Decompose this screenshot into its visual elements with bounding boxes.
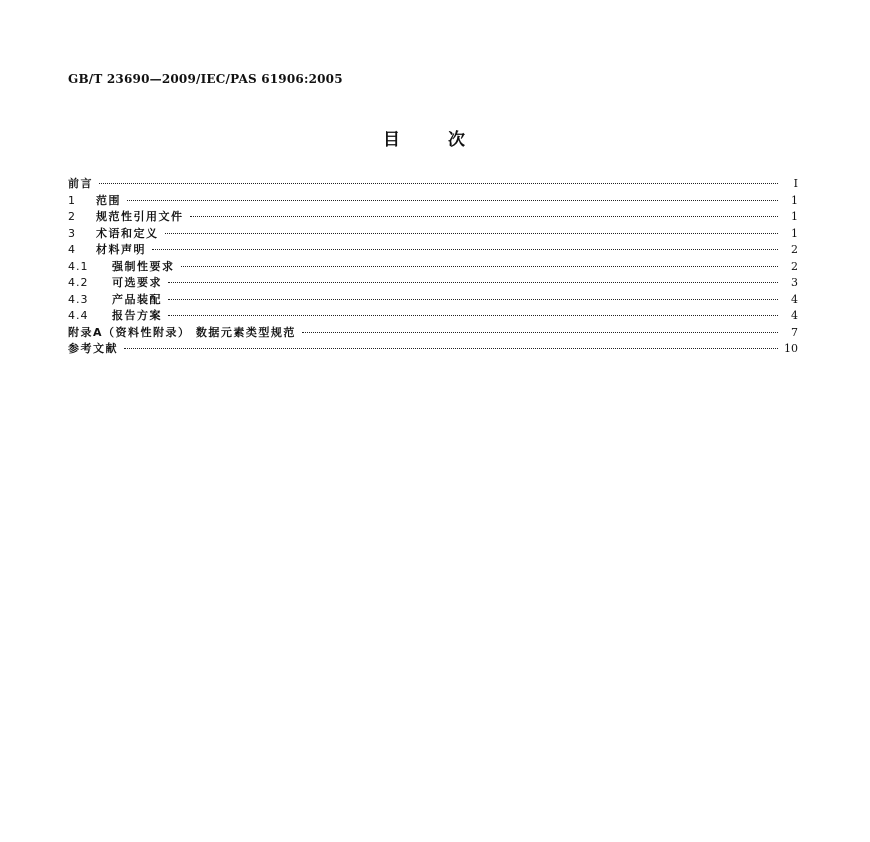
toc-leader-dots <box>168 282 778 283</box>
toc-entry-bibliography[interactable] <box>68 341 798 358</box>
toc-entry-material-declaration[interactable] <box>68 242 798 259</box>
toc-entry-product-assembly[interactable] <box>68 292 798 309</box>
toc-leader-dots <box>190 216 779 217</box>
toc-entry-page: 1 <box>791 226 798 240</box>
toc-entry-text: 范围 <box>96 193 121 207</box>
toc-entry-mandatory-requirements[interactable] <box>68 259 798 276</box>
toc-entry-number: 1 <box>68 193 76 207</box>
toc-entry-terms-definitions[interactable] <box>68 226 798 243</box>
toc-entry-text: 规范性引用文件 <box>96 210 184 223</box>
toc-entry-text: 附录A（资料性附录） 数据元素类型规范 <box>68 325 296 339</box>
toc-entry-text: 参考文献 <box>68 342 118 355</box>
toc-entry-page: 1 <box>791 210 798 223</box>
document-code: GB/T 23690—2009/IEC/PAS 61906:2005 <box>68 72 343 86</box>
toc-leader-dots <box>168 315 778 316</box>
toc-entry-number: 2 <box>68 210 76 223</box>
toc-entry-page: 7 <box>791 325 798 339</box>
toc-leader-dots <box>99 183 778 184</box>
toc-leader-dots <box>302 332 778 333</box>
toc-entry-annex-a[interactable] <box>68 325 798 342</box>
toc-entry-number: 4.4 <box>68 309 89 322</box>
toc-entry-text: 报告方案 <box>112 309 162 322</box>
toc-entry-page: 2 <box>791 259 798 273</box>
toc-entry-number: 3 <box>68 226 76 240</box>
toc-leader-dots <box>168 299 778 300</box>
toc-entry-number: 4.2 <box>68 276 89 289</box>
toc-entry-scope[interactable] <box>68 193 798 210</box>
toc-entry-number: 4 <box>68 243 76 256</box>
toc-entry-number: 4.3 <box>68 292 89 306</box>
toc-entry-text: 术语和定义 <box>96 226 159 240</box>
toc-entry-reporting-scheme[interactable] <box>68 308 798 325</box>
toc-leader-dots <box>181 266 779 267</box>
toc-entry-text: 产品装配 <box>112 292 162 306</box>
toc-entry-page: 3 <box>791 276 798 289</box>
toc-entry-text: 强制性要求 <box>112 259 175 273</box>
toc-leader-dots <box>152 249 778 250</box>
toc-leader-dots <box>165 233 779 234</box>
page-title: 目次 <box>383 130 513 150</box>
toc-leader-dots <box>124 348 778 349</box>
toc-entry-page: Ⅰ <box>793 177 798 190</box>
toc-entry-text: 可选要求 <box>112 276 162 289</box>
toc-entry-page: 4 <box>791 292 798 306</box>
toc-entry-foreword[interactable] <box>68 176 798 193</box>
toc-entry-text: 前言 <box>68 177 93 190</box>
toc-entry-optional-requirements[interactable] <box>68 275 798 292</box>
toc-entry-page: 2 <box>791 243 798 256</box>
table-of-contents <box>68 176 798 358</box>
toc-entry-page: 10 <box>784 342 798 355</box>
toc-entry-number: 4.1 <box>68 259 89 273</box>
toc-entry-page: 1 <box>791 193 798 207</box>
toc-leader-dots <box>127 200 778 201</box>
toc-entry-text: 材料声明 <box>96 243 146 256</box>
toc-entry-page: 4 <box>791 309 798 322</box>
toc-entry-normative-references[interactable] <box>68 209 798 226</box>
